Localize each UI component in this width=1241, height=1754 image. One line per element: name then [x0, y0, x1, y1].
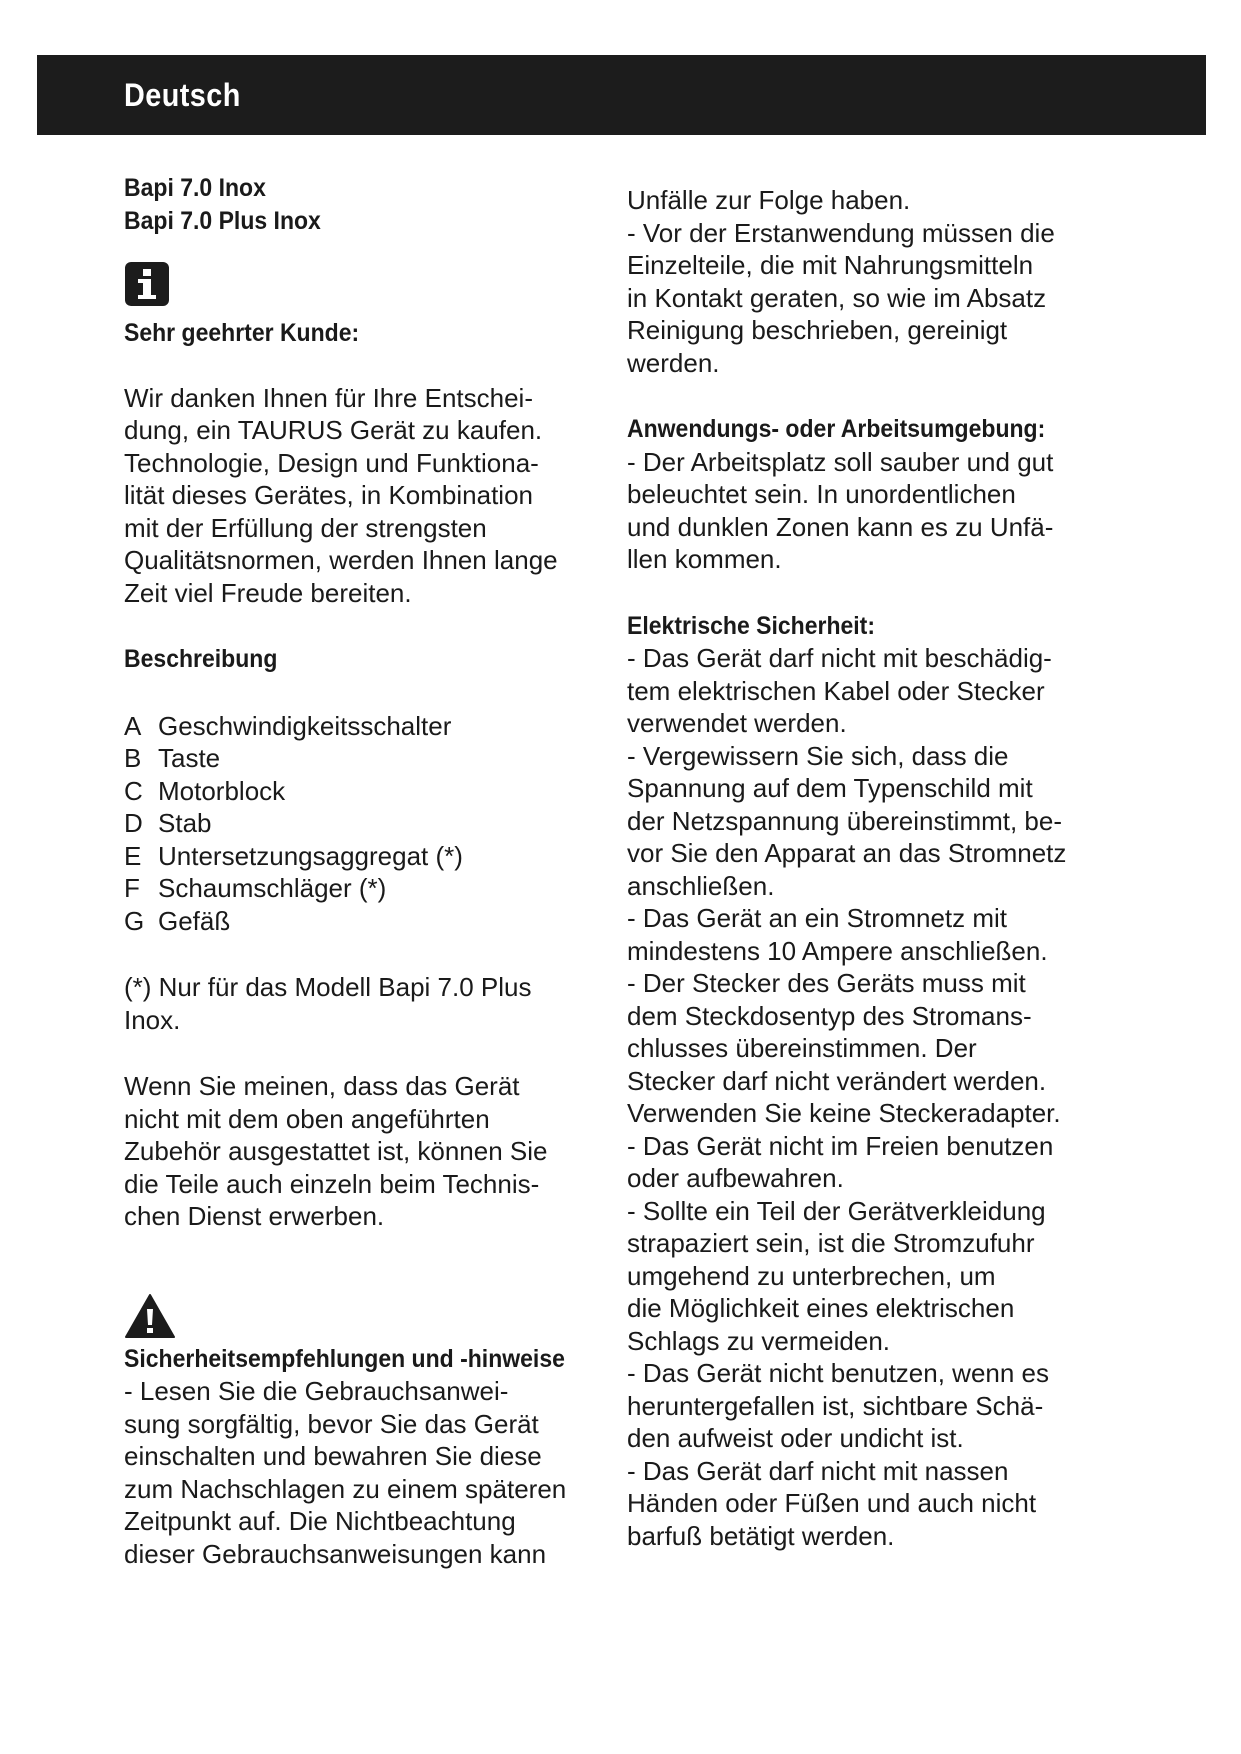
part-name: Untersetzungsaggregat (*): [158, 840, 463, 871]
intro-paragraph: Wir danken Ihnen für Ihre Entschei- dung, ein TAURUS Gerät zu kaufen. Technologie, Design und Funktiona- lität dieses Gerätes, in Kombination mit der Erfüllung der strengsten Qualitätsnormen, werden Ihnen lange Zeit viel Freude bereiten.: [124, 382, 558, 608]
list-item: [124, 807, 594, 840]
list-item: [124, 872, 594, 905]
part-name: Stab: [158, 808, 212, 838]
warning-icon: [124, 1293, 176, 1339]
safety-heading: Sicherheitsempfehlungen und -hinweise: [124, 1344, 565, 1373]
safety-paragraph: - Lesen Sie die Gebrauchsanwei- sung sorgfältig, bevor Sie das Gerät einschalten und bewahren Sie diese zum Nachschlagen zu einem späteren Zeitpunkt auf. Die Nichtbeachtung dieser Gebrauchsanweisungen kann: [124, 1376, 567, 1569]
model-name-2: Bapi 7.0 Plus Inox: [124, 206, 321, 235]
language-header-bar: [37, 55, 1206, 135]
part-name: Geschwindigkeitsschalter: [158, 710, 452, 741]
right-column: [627, 184, 1107, 1552]
greeting-heading: Sehr geehrter Kunde:: [124, 319, 360, 347]
model-footnote: (*) Nur für das Modell Bapi 7.0 Plus Inox.: [124, 972, 532, 1035]
list-item: [124, 775, 594, 808]
part-name: Motorblock: [158, 775, 286, 806]
safety-continuation: Unfälle zur Folge haben. - Vor der Erstanwendung müssen die Einzelteile, die mit Nahrungsmitteln in Kontakt geraten, so wie im Absatz Reinigung beschrieben, gereinigt werden.: [627, 185, 1055, 378]
environment-heading: Anwendungs- oder Arbeitsumgebung:: [627, 415, 1046, 443]
description-heading: Beschreibung: [124, 645, 278, 673]
electrical-safety-heading: Elektrische Sicherheit:: [627, 611, 875, 640]
list-item: [124, 840, 594, 873]
part-letter: B: [124, 743, 142, 773]
part-name: Taste: [158, 743, 221, 773]
accessories-paragraph: Wenn Sie meinen, dass das Gerät nicht mit dem oben angeführten Zubehör ausgestattet ist, können Sie die Teile auch einzeln beim Technis- chen Dienst erwerben.: [124, 1071, 548, 1231]
part-name: Gefäß: [158, 905, 231, 936]
part-letter: E: [124, 840, 142, 871]
part-letter: A: [124, 710, 142, 741]
part-name: Schaumschläger (*): [158, 873, 387, 903]
list-item: [124, 742, 594, 775]
part-letter: C: [124, 775, 143, 806]
electrical-safety-paragraph: - Das Gerät darf nicht mit beschädig- tem elektrischen Kabel oder Stecker verwendet werden. - Vergewissern Sie sich, dass die Spannung auf dem Typenschild mit der Netzspannung übereinstimmt, be- vor Sie den Apparat an das Stromnetz anschließen. - Das Gerät an ein Stromnetz mit mindestens 10 Ampere anschließen. - Der Stecker des Geräts muss mit dem Steckdosentyp des Stromans- chlusses übereinstimmen. Der Stecker darf nicht verändert werden. Verwenden Sie keine Steckeradapter. - Das Gerät nicht im Freien benutzen oder aufbewahren. - Sollte ein Teil der Gerätverkleidung strapaziert sein, ist die Stromzufuhr umgehend zu unterbrechen, um die Möglichkeit eines elektrischen Schlags zu vermeiden. - Das Gerät nicht benutzen, wenn es heruntergefallen ist, sichtbare Schä- den aufweist oder undicht ist. - Das Gerät darf nicht mit nassen Händen oder Füßen und auch nicht barfuß betätigt werden.: [627, 643, 1067, 1551]
model-name-1: Bapi 7.0 Inox: [124, 174, 266, 202]
environment-paragraph: - Der Arbeitsplatz soll sauber und gut beleuchtet sein. In unordentlichen und dunklen Zonen kann es zu Unfä- llen kommen.: [627, 446, 1054, 574]
language-title: Deutsch: [124, 77, 241, 113]
info-icon: [124, 261, 170, 307]
part-letter: F: [124, 873, 140, 903]
part-letter: G: [124, 905, 145, 936]
left-column: [124, 172, 594, 1570]
parts-list: [124, 710, 594, 938]
part-letter: D: [124, 808, 143, 838]
list-item: [124, 710, 594, 743]
list-item: [124, 905, 594, 938]
